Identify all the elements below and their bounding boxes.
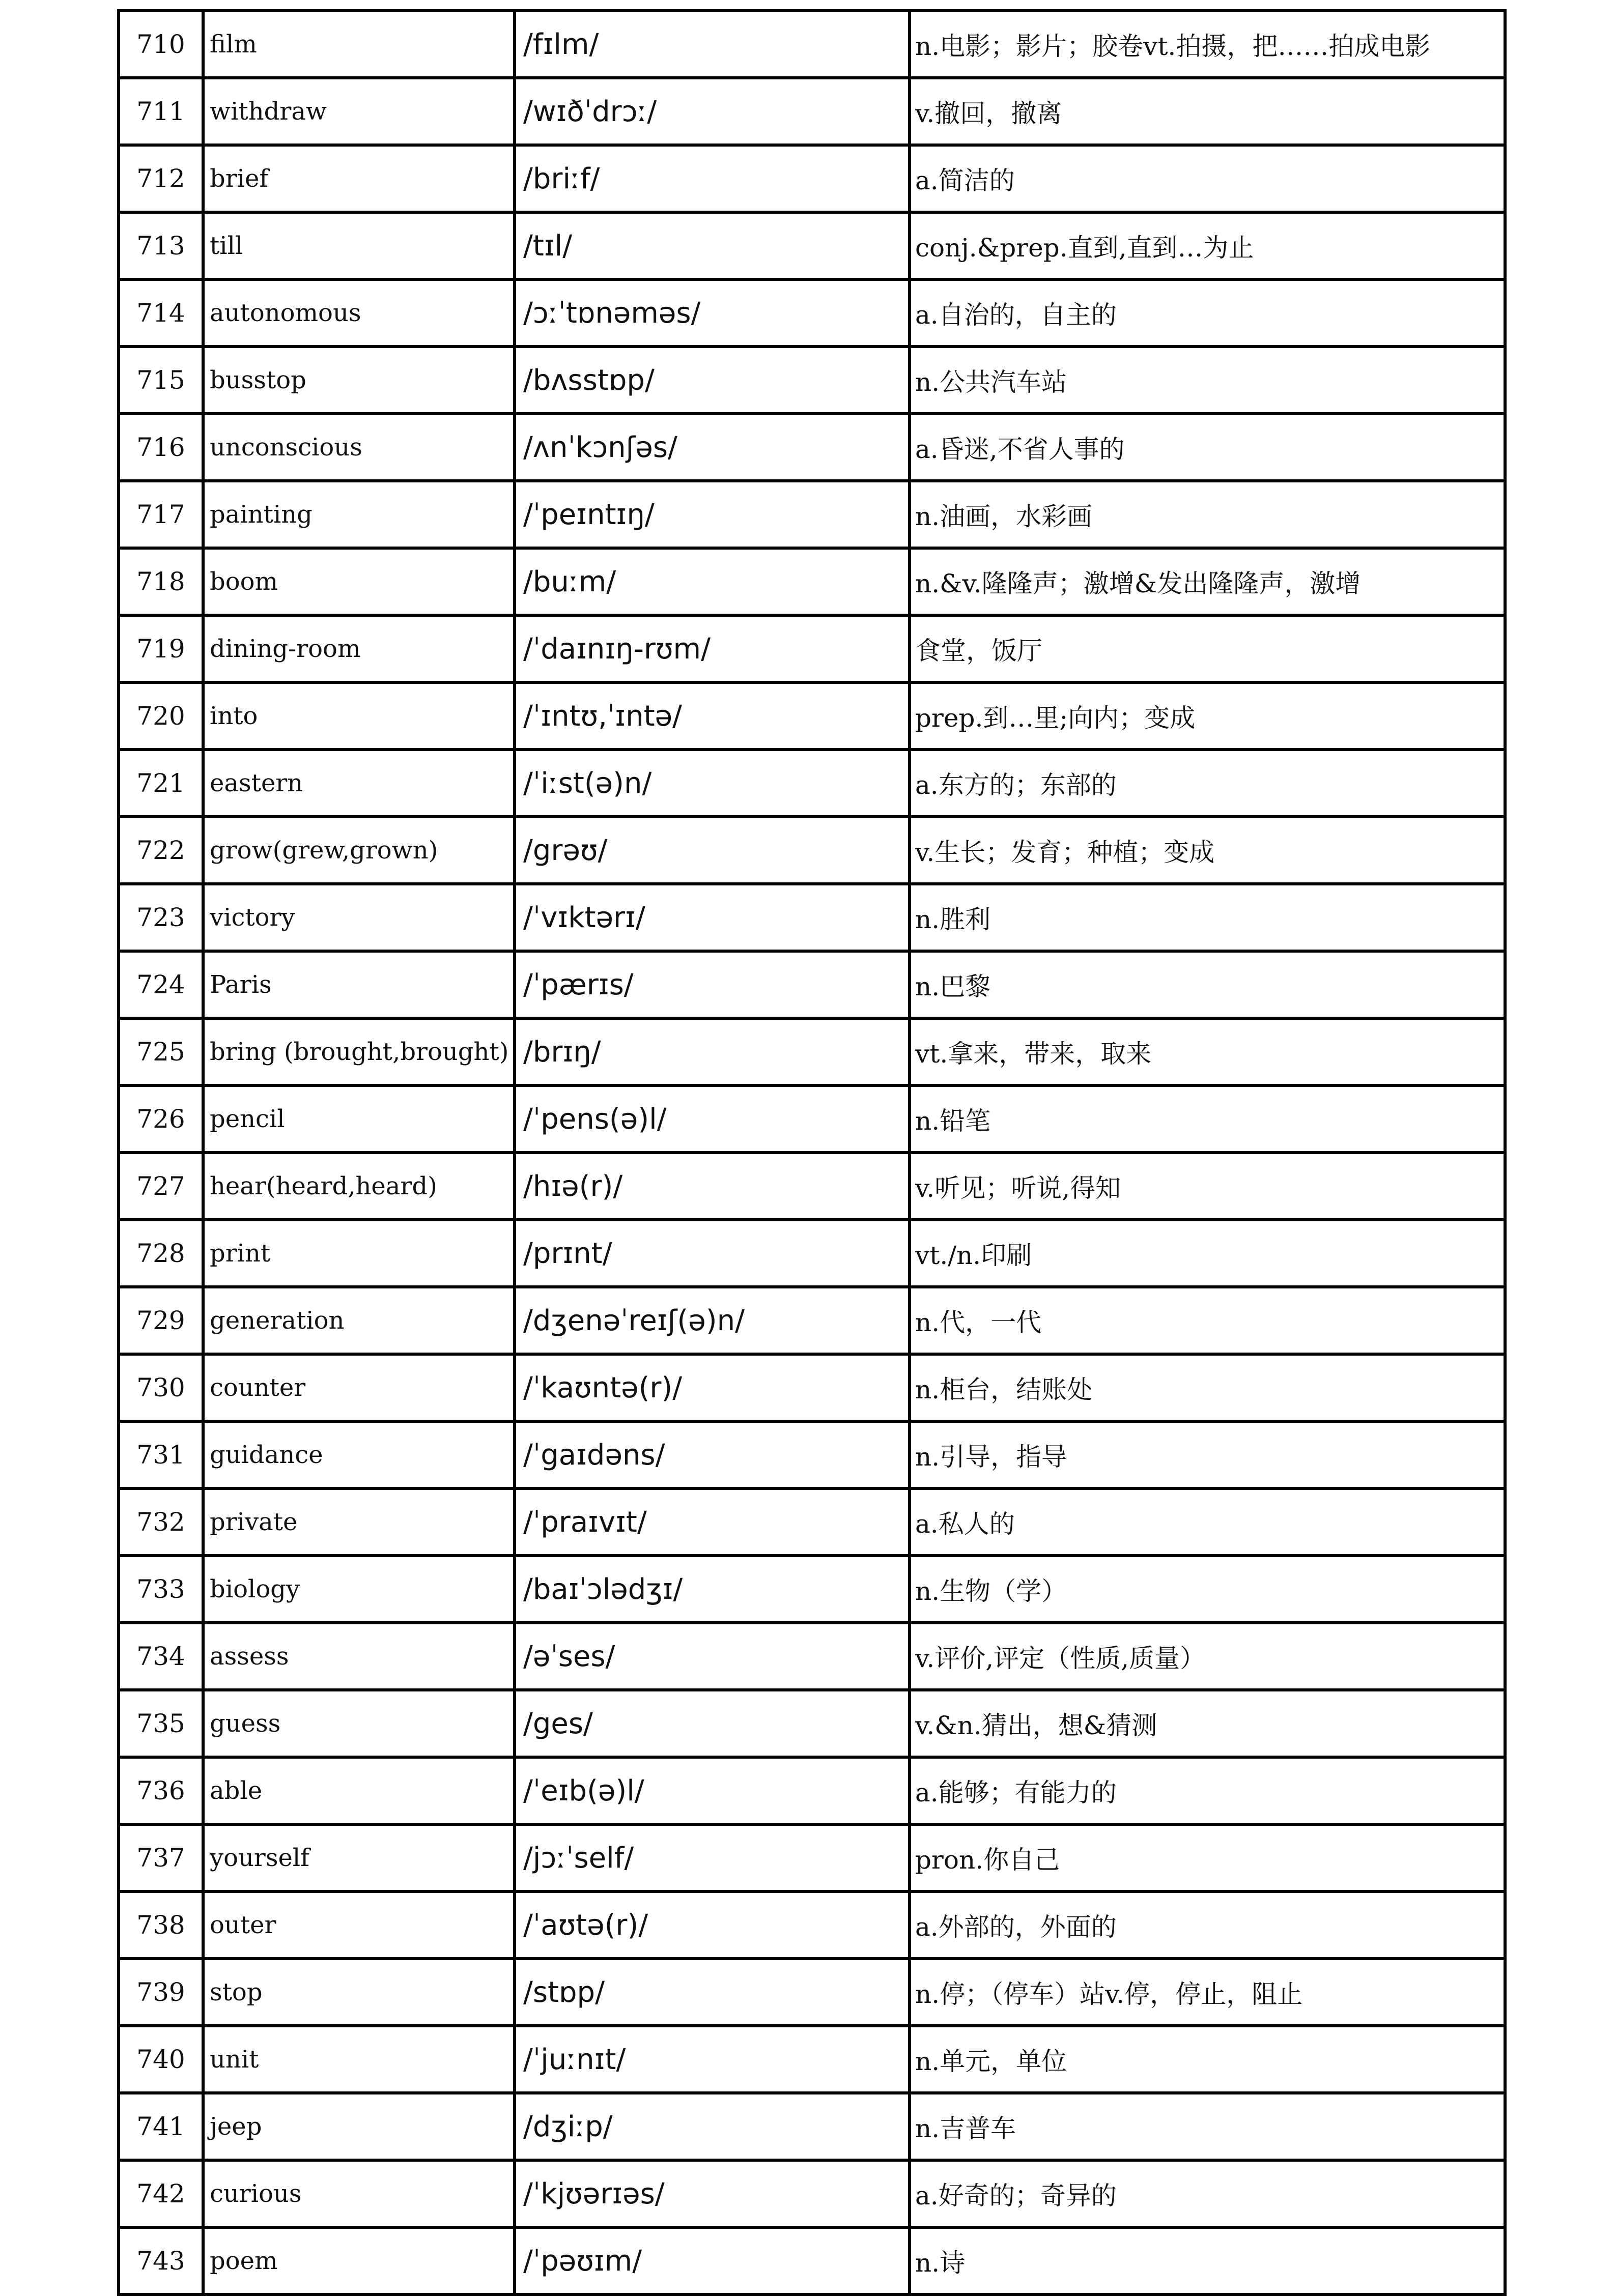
phonetic-cell: /ʌnˈkɔnʃəs/: [515, 414, 910, 481]
row-number: 734: [119, 1623, 203, 1690]
row-number: 720: [119, 682, 203, 750]
table-row: [119, 279, 1505, 347]
word-cell: unit: [203, 2026, 515, 2093]
word-cell: outer: [203, 1891, 515, 1959]
word-cell: stop: [203, 1959, 515, 2026]
table-row: [119, 1488, 1505, 1556]
table-row: [119, 884, 1505, 951]
table-row: [119, 1421, 1505, 1488]
row-number: 737: [119, 1824, 203, 1891]
table-row: [119, 1220, 1505, 1287]
definition-cell: a.能够；有能力的: [910, 1757, 1505, 1824]
table-row: [119, 145, 1505, 212]
word-cell: film: [203, 11, 515, 78]
definition-cell: a.私人的: [910, 1488, 1505, 1556]
definition-cell: a.好奇的；奇异的: [910, 2160, 1505, 2227]
definition-cell: a.昏迷,不省人事的: [910, 414, 1505, 481]
word-cell: bring (brought,brought): [203, 1018, 515, 1085]
table-row: [119, 1153, 1505, 1220]
table-row: [119, 951, 1505, 1018]
phonetic-cell: /ˈjuːnɪt/: [515, 2026, 910, 2093]
table-row: [119, 1690, 1505, 1757]
phonetic-cell: /ˈkjʊərɪəs/: [515, 2160, 910, 2227]
phonetic-cell: /prɪnt/: [515, 1220, 910, 1287]
word-cell: yourself: [203, 1824, 515, 1891]
phonetic-cell: /ˈpeɪntɪŋ/: [515, 481, 910, 548]
row-number: 722: [119, 817, 203, 884]
table-row: [119, 347, 1505, 414]
word-cell: brief: [203, 145, 515, 212]
definition-cell: n.代，一代: [910, 1287, 1505, 1354]
row-number: 739: [119, 1959, 203, 2026]
word-cell: grow(grew,grown): [203, 817, 515, 884]
row-number: 730: [119, 1354, 203, 1421]
phonetic-cell: /jɔːˈself/: [515, 1824, 910, 1891]
word-cell: curious: [203, 2160, 515, 2227]
word-cell: guidance: [203, 1421, 515, 1488]
phonetic-cell: /ˈpens(ə)l/: [515, 1085, 910, 1153]
definition-cell: n.铅笔: [910, 1085, 1505, 1153]
row-number: 728: [119, 1220, 203, 1287]
definition-cell: n.停；（停车）站v.停，停止，阻止: [910, 1959, 1505, 2026]
table-row: [119, 2026, 1505, 2093]
definition-cell: v.听见；听说,得知: [910, 1153, 1505, 1220]
word-cell: till: [203, 212, 515, 279]
row-number: 727: [119, 1153, 203, 1220]
word-cell: able: [203, 1757, 515, 1824]
definition-cell: v.生长；发育；种植；变成: [910, 817, 1505, 884]
table-row: [119, 1287, 1505, 1354]
table-row: [119, 1623, 1505, 1690]
phonetic-cell: /tɪl/: [515, 212, 910, 279]
row-number: 732: [119, 1488, 203, 1556]
definition-cell: vt.拿来，带来，取来: [910, 1018, 1505, 1085]
row-number: 715: [119, 347, 203, 414]
definition-cell: n.柜台，结账处: [910, 1354, 1505, 1421]
phonetic-cell: /hɪə(r)/: [515, 1153, 910, 1220]
row-number: 710: [119, 11, 203, 78]
word-cell: private: [203, 1488, 515, 1556]
definition-cell: n.公共汽车站: [910, 347, 1505, 414]
phonetic-cell: /ˈvɪktərɪ/: [515, 884, 910, 951]
row-number: 731: [119, 1421, 203, 1488]
definition-cell: a.外部的，外面的: [910, 1891, 1505, 1959]
word-cell: pencil: [203, 1085, 515, 1153]
row-number: 723: [119, 884, 203, 951]
word-cell: busstop: [203, 347, 515, 414]
table-row: [119, 1959, 1505, 2026]
word-cell: counter: [203, 1354, 515, 1421]
row-number: 741: [119, 2093, 203, 2160]
row-number: 713: [119, 212, 203, 279]
table-row: [119, 212, 1505, 279]
phonetic-cell: /fɪlm/: [515, 11, 910, 78]
definition-cell: a.自治的，自主的: [910, 279, 1505, 347]
definition-cell: v.撤回，撤离: [910, 78, 1505, 145]
table-row: [119, 682, 1505, 750]
definition-cell: n.生物（学）: [910, 1556, 1505, 1623]
phonetic-cell: /briːf/: [515, 145, 910, 212]
phonetic-cell: /ˈgaɪdəns/: [515, 1421, 910, 1488]
phonetic-cell: /ɔːˈtɒnəməs/: [515, 279, 910, 347]
definition-cell: n.油画，水彩画: [910, 481, 1505, 548]
table-row: [119, 1824, 1505, 1891]
definition-cell: pron.你自己: [910, 1824, 1505, 1891]
phonetic-cell: /ˈpəʊɪm/: [515, 2227, 910, 2294]
row-number: 716: [119, 414, 203, 481]
word-cell: boom: [203, 548, 515, 615]
row-number: 711: [119, 78, 203, 145]
phonetic-cell: /stɒp/: [515, 1959, 910, 2026]
definition-cell: v.&n.猜出，想&猜测: [910, 1690, 1505, 1757]
phonetic-cell: /ˈeɪb(ə)l/: [515, 1757, 910, 1824]
table-row: [119, 1891, 1505, 1959]
row-number: 735: [119, 1690, 203, 1757]
phonetic-cell: /əˈses/: [515, 1623, 910, 1690]
table-row: [119, 1556, 1505, 1623]
row-number: 738: [119, 1891, 203, 1959]
word-cell: generation: [203, 1287, 515, 1354]
definition-cell: a.简洁的: [910, 145, 1505, 212]
word-cell: autonomous: [203, 279, 515, 347]
table-row: [119, 817, 1505, 884]
word-cell: victory: [203, 884, 515, 951]
row-number: 712: [119, 145, 203, 212]
row-number: 726: [119, 1085, 203, 1153]
table-row: [119, 2160, 1505, 2227]
row-number: 724: [119, 951, 203, 1018]
definition-cell: n.巴黎: [910, 951, 1505, 1018]
phonetic-cell: /ˈaʊtə(r)/: [515, 1891, 910, 1959]
vocabulary-table-body: [119, 11, 1505, 2294]
word-cell: print: [203, 1220, 515, 1287]
table-row: [119, 414, 1505, 481]
phonetic-cell: /buːm/: [515, 548, 910, 615]
row-number: 725: [119, 1018, 203, 1085]
phonetic-cell: /ˈdaɪnɪŋ-rʊm/: [515, 615, 910, 682]
definition-cell: vt./n.印刷: [910, 1220, 1505, 1287]
word-cell: poem: [203, 2227, 515, 2294]
word-cell: jeep: [203, 2093, 515, 2160]
table-row: [119, 2227, 1505, 2294]
phonetic-cell: /grəʊ/: [515, 817, 910, 884]
row-number: 740: [119, 2026, 203, 2093]
phonetic-cell: /dʒiːp/: [515, 2093, 910, 2160]
definition-cell: prep.到…里;向内；变成: [910, 682, 1505, 750]
phonetic-cell: /ges/: [515, 1690, 910, 1757]
phonetic-cell: /ˈpraɪvɪt/: [515, 1488, 910, 1556]
row-number: 721: [119, 750, 203, 817]
phonetic-cell: /ˈɪntʊ,ˈɪntə/: [515, 682, 910, 750]
table-row: [119, 1354, 1505, 1421]
definition-cell: n.&v.隆隆声；激增&发出隆隆声，激增: [910, 548, 1505, 615]
table-row: [119, 1757, 1505, 1824]
definition-cell: n.电影；影片；胶卷vt.拍摄，把……拍成电影: [910, 11, 1505, 78]
table-row: [119, 615, 1505, 682]
word-cell: eastern: [203, 750, 515, 817]
definition-cell: 食堂，饭厅: [910, 615, 1505, 682]
table-row: [119, 750, 1505, 817]
row-number: 718: [119, 548, 203, 615]
row-number: 714: [119, 279, 203, 347]
row-number: 743: [119, 2227, 203, 2294]
row-number: 719: [119, 615, 203, 682]
table-row: [119, 481, 1505, 548]
definition-cell: v.评价,评定（性质,质量）: [910, 1623, 1505, 1690]
table-row: [119, 2093, 1505, 2160]
word-cell: biology: [203, 1556, 515, 1623]
word-cell: Paris: [203, 951, 515, 1018]
word-cell: assess: [203, 1623, 515, 1690]
table-row: [119, 78, 1505, 145]
phonetic-cell: /wɪðˈdrɔː/: [515, 78, 910, 145]
definition-cell: n.引导，指导: [910, 1421, 1505, 1488]
word-cell: into: [203, 682, 515, 750]
phonetic-cell: /dʒenəˈreɪʃ(ə)n/: [515, 1287, 910, 1354]
phonetic-cell: /bʌsstɒp/: [515, 347, 910, 414]
definition-cell: conj.&prep.直到,直到…为止: [910, 212, 1505, 279]
table-row: [119, 548, 1505, 615]
phonetic-cell: /brɪŋ/: [515, 1018, 910, 1085]
definition-cell: n.吉普车: [910, 2093, 1505, 2160]
word-cell: painting: [203, 481, 515, 548]
word-cell: dining-room: [203, 615, 515, 682]
definition-cell: n.单元，单位: [910, 2026, 1505, 2093]
row-number: 729: [119, 1287, 203, 1354]
phonetic-cell: /ˈkaʊntə(r)/: [515, 1354, 910, 1421]
row-number: 736: [119, 1757, 203, 1824]
table-row: [119, 1085, 1505, 1153]
table-row: [119, 11, 1505, 78]
definition-cell: n.诗: [910, 2227, 1505, 2294]
word-cell: hear(heard,heard): [203, 1153, 515, 1220]
definition-cell: a.东方的；东部的: [910, 750, 1505, 817]
row-number: 742: [119, 2160, 203, 2227]
row-number: 717: [119, 481, 203, 548]
definition-cell: n.胜利: [910, 884, 1505, 951]
word-cell: withdraw: [203, 78, 515, 145]
row-number: 733: [119, 1556, 203, 1623]
table-row: [119, 1018, 1505, 1085]
phonetic-cell: /ˈiːst(ə)n/: [515, 750, 910, 817]
phonetic-cell: /baɪˈɔlədʒɪ/: [515, 1556, 910, 1623]
phonetic-cell: /ˈpærɪs/: [515, 951, 910, 1018]
word-cell: guess: [203, 1690, 515, 1757]
vocabulary-table: [117, 9, 1507, 2296]
word-cell: unconscious: [203, 414, 515, 481]
